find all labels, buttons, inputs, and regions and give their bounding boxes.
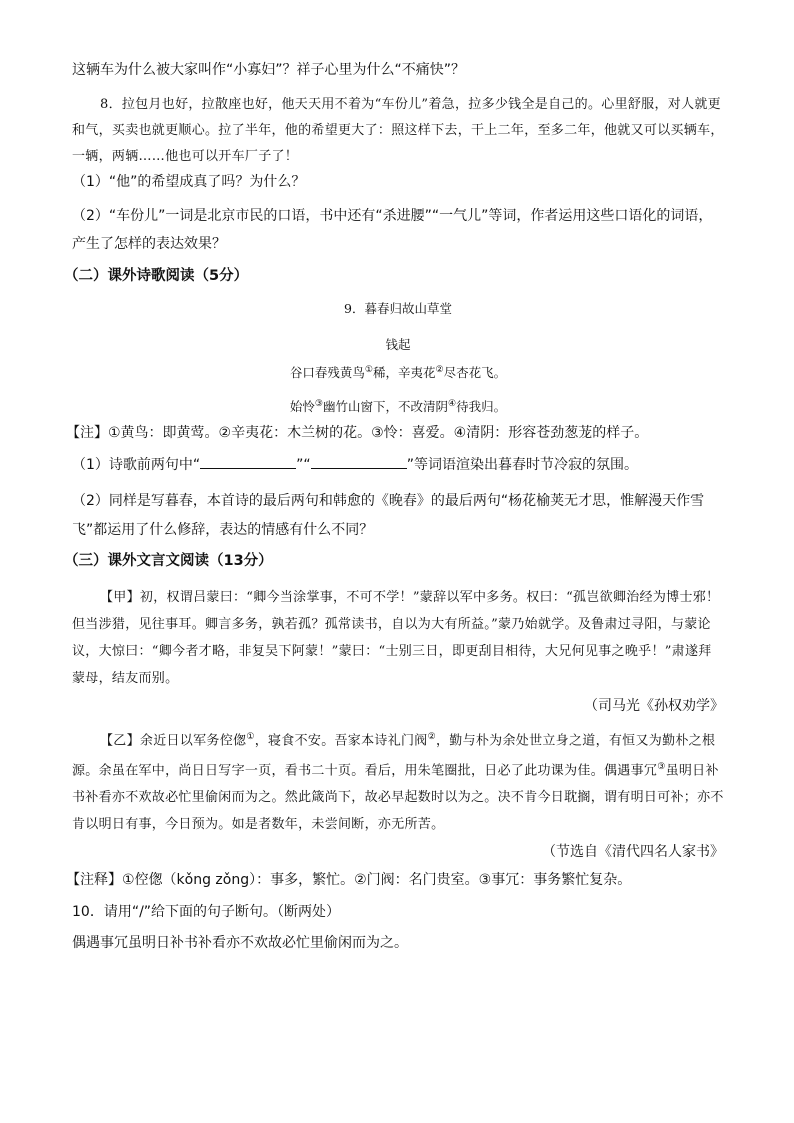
poem-line-1-c: 尽杏花飞。 [443, 364, 507, 380]
passage-yi-source: （节选自《清代四名人家书》 [542, 844, 724, 861]
poem-line-1 [72, 363, 724, 381]
poem-line-1-a: 谷口春残黄鸟 [289, 364, 365, 380]
yi-footnote-mark-3: ③ [657, 761, 666, 772]
poem-q1-part-a: （1）诗歌前两句中“ [72, 457, 201, 473]
poem-q1-part-c: ”等词语渲染出暮春时节冷寂的氛围。 [406, 457, 638, 473]
answer-blank-1[interactable] [200, 454, 296, 469]
q8-sub2: （2）“车份儿”一词是北京市民的口语，书中还有“杀进腰”“一气儿”等词，作者运用这些口语化的词语，产生了怎样的表达效果？ [72, 207, 713, 252]
q8-sub1: （1）“他”的希望成真了吗？为什么？ [72, 173, 306, 190]
footnote-mark-1: ① [364, 364, 373, 375]
q8-passage: 8．拉包月也好，拉散座也好，他天天用不着为“车份儿”着急，拉多少钱全是自己的。心里舒服，对人就更和气，买卖也就更顺心。拉了半年，他的希望更大了：照这样下去，干上二年，至多二年，他就又可以买辆车，一辆，两辆……他也可以开车厂子了！ [72, 96, 724, 164]
poem-line-1-b: 稀，辛夷花 [372, 364, 436, 380]
poem-q1-part-b: ”“ [296, 457, 311, 473]
section3-heading: （三）课外文言文阅读（13分） [64, 552, 273, 569]
passage-yi [72, 724, 724, 839]
q10-prompt: 10．请用“/”给下面的句子断句。（断两处） [72, 903, 341, 920]
q7-tail-question: 这辆车为什么被大家叫作“小寡妇”？祥子心里为什么“不痛快”？ [72, 62, 466, 78]
section2-heading: （二）课外诗歌阅读（5分） [64, 267, 249, 284]
poem-line-2 [72, 397, 724, 415]
exam-page [64, 60, 724, 965]
passage-yi-d: 虽明日补书补看亦不欢故必忙里偷闲而为之。然此箴尚下，故必早起数时以为之。决不肯今日耽搁，谓有明日可补；亦不肯以明日有事，今日预为。如是者数年，未尝间断，亦无所苦。 [72, 763, 724, 833]
poem-author: 钱起 [385, 336, 411, 352]
answer-blank-2[interactable] [311, 454, 407, 469]
passage-yi-b: ，寝食不安。吾家本诗礼门阀 [254, 732, 428, 748]
poem-line-2-a: 始怜 [289, 398, 315, 414]
footnote-mark-3: ③ [314, 398, 323, 409]
passage-jia-source: （司马光《孙权劝学》 [584, 697, 724, 714]
yi-footnote-mark-1: ① [246, 731, 255, 742]
passage-yi-c: ，勤与朴为余处世立身之道，有恒又为勤朴之根源。余虽在军中，尚日日写字一页，看书二十页。看后，用朱笔圈批，日必了此功课为佳。偶遇事冗 [72, 732, 716, 779]
footnote-mark-4: ④ [448, 398, 457, 409]
poem-q2: （2）同样是写暮春，本首诗的最后两句和韩愈的《晚春》的最后两句“杨花榆荚无才思，惟解漫天作雪飞”都运用了什么修辞，表达的情感有什么不同？ [72, 492, 705, 538]
q10-sentence: 偶遇事冗虽明日补书补看亦不欢故必忙里偷闲而为之。 [72, 935, 408, 952]
poem-line-2-b: 幽竹山窗下，不改清阴 [322, 398, 448, 414]
poem-line-2-c: 待我归。 [456, 398, 507, 414]
footnote-mark-2: ② [435, 364, 444, 375]
poem-q1 [72, 454, 724, 475]
yi-footnote-mark-2: ② [427, 731, 436, 742]
passage-jia: 【甲】初，权谓吕蒙曰：“卿今当涂掌事，不可不学！”蒙辞以军中多务。权曰：“孤岂欲卿治经为博士邪！但当涉猎，见往事耳。卿言多务，孰若孤？孤常读书，自以为大有所益。”蒙乃始就学。及鲁肃过寻阳，与蒙论议，大惊曰：“卿今者才略，非复吴下阿蒙！”蒙曰：“士别三日，即更刮目相待，大兄何见事之晚乎！”肃遂拜蒙母，结友而别。 [72, 589, 720, 686]
annotation: 【注释】①倥偬（kǒng zǒng）：事多，繁忙。②门阀：名门贵室。③事冗：事务繁忙复杂。 [66, 872, 632, 889]
passage-yi-a: 【乙】余近日以军务倥偬 [100, 732, 247, 748]
poem-title: 9．暮春归故山草堂 [344, 300, 452, 316]
poem-note: 【注】①黄鸟：即黄莺。②辛夷花：木兰树的花。③怜：喜爱。④清阴：形容苍劲葱茏的样子。 [66, 424, 649, 441]
